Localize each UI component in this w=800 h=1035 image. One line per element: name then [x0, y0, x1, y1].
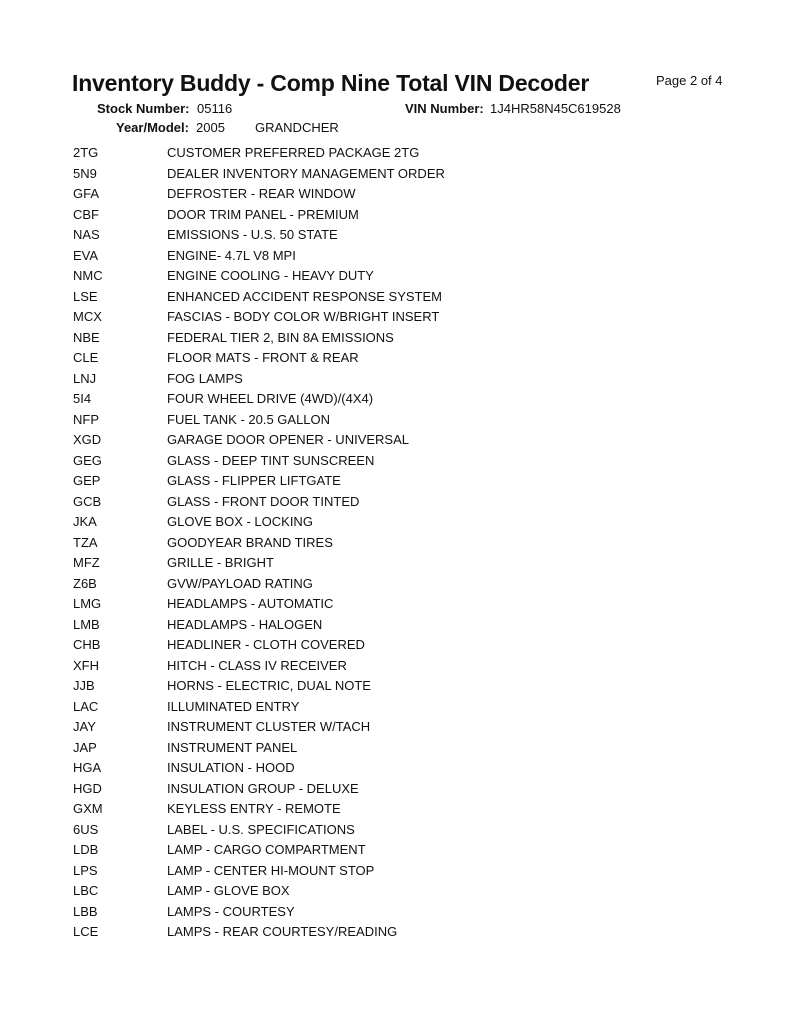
option-code: LMG [73, 596, 102, 611]
option-description: GLOVE BOX - LOCKING [167, 514, 313, 529]
option-code: MFZ [73, 555, 100, 570]
option-code-list [0, 144, 800, 944]
option-row [0, 780, 800, 801]
option-description: INSULATION - HOOD [167, 760, 295, 775]
option-row [0, 329, 800, 350]
option-code: LCE [73, 924, 99, 939]
option-row [0, 616, 800, 637]
option-description: LAMP - CENTER HI-MOUNT STOP [167, 862, 375, 878]
year-model-label: Year/Model: [116, 120, 189, 135]
vin-number-value: 1J4HR58N45C619528 [490, 101, 621, 116]
option-description: LAMPS - REAR COURTESY/READING [167, 924, 398, 939]
option-row [0, 370, 800, 391]
stock-number-label: Stock Number: [97, 101, 190, 116]
option-code: 2TG [73, 145, 99, 160]
option-code: NAS [73, 227, 100, 242]
option-row [0, 513, 800, 534]
option-description: INSTRUMENT CLUSTER W/TACH [167, 719, 371, 734]
option-code: TZA [73, 534, 98, 550]
option-code: MCX [73, 309, 102, 324]
option-code: LPS [73, 862, 98, 878]
option-row [0, 493, 800, 514]
option-description: GVW/PAYLOAD RATING [167, 575, 313, 591]
option-row [0, 431, 800, 452]
option-row [0, 452, 800, 473]
option-code: JAP [73, 739, 97, 755]
option-row [0, 288, 800, 309]
option-row [0, 165, 800, 186]
year-model-field [116, 120, 339, 135]
option-description: DEFROSTER - REAR WINDOW [167, 186, 356, 201]
model-value: GRANDCHER [255, 120, 339, 135]
option-description: HEADLAMPS - AUTOMATIC [167, 596, 334, 611]
option-code: LDB [73, 842, 99, 857]
option-code: HGD [73, 780, 102, 796]
option-row [0, 226, 800, 247]
option-row [0, 247, 800, 268]
option-description: ENGINE COOLING - HEAVY DUTY [167, 268, 374, 283]
option-description: LABEL - U.S. SPECIFICATIONS [167, 821, 355, 837]
option-code: CHB [73, 637, 101, 652]
option-description: FOG LAMPS [167, 370, 243, 386]
option-row [0, 534, 800, 555]
option-code: 6US [73, 821, 99, 837]
option-description: HITCH - CLASS IV RECEIVER [167, 657, 347, 673]
option-description: HORNS - ELECTRIC, DUAL NOTE [167, 678, 371, 693]
option-code: XGD [73, 432, 102, 447]
option-description: INSTRUMENT PANEL [167, 739, 298, 755]
option-code: LSE [73, 288, 98, 304]
option-description: FEDERAL TIER 2, BIN 8A EMISSIONS [167, 329, 394, 345]
year-value: 2005 [196, 120, 225, 135]
option-description: DOOR TRIM PANEL - PREMIUM [167, 206, 359, 222]
option-code: EVA [73, 247, 99, 263]
option-description: EMISSIONS - U.S. 50 STATE [167, 227, 338, 242]
option-row [0, 903, 800, 924]
option-description: GRILLE - BRIGHT [167, 555, 274, 570]
option-code: GXM [73, 801, 103, 816]
option-row [0, 554, 800, 575]
option-description: GLASS - FLIPPER LIFTGATE [167, 473, 341, 488]
option-code: NMC [73, 268, 103, 283]
option-code: GEG [73, 452, 102, 468]
option-code: LBB [73, 903, 98, 919]
option-code: LAC [73, 698, 99, 714]
option-description: FASCIAS - BODY COLOR W/BRIGHT INSERT [167, 309, 440, 324]
option-description: LAMP - CARGO COMPARTMENT [167, 842, 366, 857]
vin-number-field [405, 101, 621, 116]
option-description: ENGINE- 4.7L V8 MPI [167, 247, 296, 263]
option-code: GFA [73, 186, 100, 201]
option-row [0, 677, 800, 698]
option-row [0, 185, 800, 206]
vin-number-label: VIN Number: [405, 101, 484, 116]
option-description: GLASS - DEEP TINT SUNSCREEN [167, 452, 375, 468]
option-row [0, 657, 800, 678]
option-row [0, 718, 800, 739]
option-row [0, 575, 800, 596]
option-row [0, 862, 800, 883]
option-code: GEP [73, 473, 101, 488]
option-description: FLOOR MATS - FRONT & REAR [167, 350, 359, 365]
option-description: FOUR WHEEL DRIVE (4WD)/(4X4) [167, 391, 374, 406]
option-description: HEADLINER - CLOTH COVERED [167, 637, 365, 652]
option-code: XFH [73, 657, 99, 673]
option-description: GLASS - FRONT DOOR TINTED [167, 493, 360, 509]
option-code: LNJ [73, 370, 97, 386]
option-description: HEADLAMPS - HALOGEN [167, 616, 323, 632]
option-description: LAMPS - COURTESY [167, 903, 295, 919]
option-description: GOODYEAR BRAND TIRES [167, 534, 333, 550]
option-row [0, 698, 800, 719]
option-code: HGA [73, 760, 102, 775]
option-description: LAMP - GLOVE BOX [167, 883, 290, 898]
option-row [0, 636, 800, 657]
option-description: DEALER INVENTORY MANAGEMENT ORDER [167, 165, 445, 181]
option-row [0, 144, 800, 165]
option-code: CLE [73, 350, 99, 365]
option-row [0, 595, 800, 616]
option-row [0, 472, 800, 493]
option-code: CBF [73, 206, 99, 222]
option-row [0, 882, 800, 903]
option-row [0, 800, 800, 821]
option-code: NBE [73, 329, 100, 345]
option-row [0, 267, 800, 288]
option-code: LMB [73, 616, 100, 632]
option-description: ENHANCED ACCIDENT RESPONSE SYSTEM [167, 288, 442, 304]
option-row [0, 308, 800, 329]
option-code: JKA [73, 514, 97, 529]
option-description: ILLUMINATED ENTRY [167, 698, 300, 714]
option-code: JJB [73, 678, 95, 693]
option-row [0, 206, 800, 227]
option-description: KEYLESS ENTRY - REMOTE [167, 801, 341, 816]
option-code: 5I4 [73, 391, 92, 406]
option-description: INSULATION GROUP - DELUXE [167, 780, 359, 796]
option-code: 5N9 [73, 165, 97, 181]
option-code: GCB [73, 493, 102, 509]
option-row [0, 411, 800, 432]
stock-number-value: 05116 [197, 101, 233, 116]
option-row [0, 349, 800, 370]
option-row [0, 821, 800, 842]
option-code: NFP [73, 411, 99, 427]
option-row [0, 390, 800, 411]
option-description: GARAGE DOOR OPENER - UNIVERSAL [167, 432, 409, 447]
option-row [0, 739, 800, 760]
option-description: CUSTOMER PREFERRED PACKAGE 2TG [167, 145, 420, 160]
stock-number-field [97, 101, 233, 116]
option-code: JAY [73, 719, 96, 734]
option-row [0, 759, 800, 780]
option-row [0, 841, 800, 862]
page-number: Page 2 of 4 [656, 73, 723, 88]
option-row [0, 923, 800, 944]
option-code: Z6B [73, 575, 97, 591]
option-code: LBC [73, 883, 99, 898]
page-title: Inventory Buddy - Comp Nine Total VIN Decoder [72, 70, 590, 96]
option-description: FUEL TANK - 20.5 GALLON [167, 411, 331, 427]
